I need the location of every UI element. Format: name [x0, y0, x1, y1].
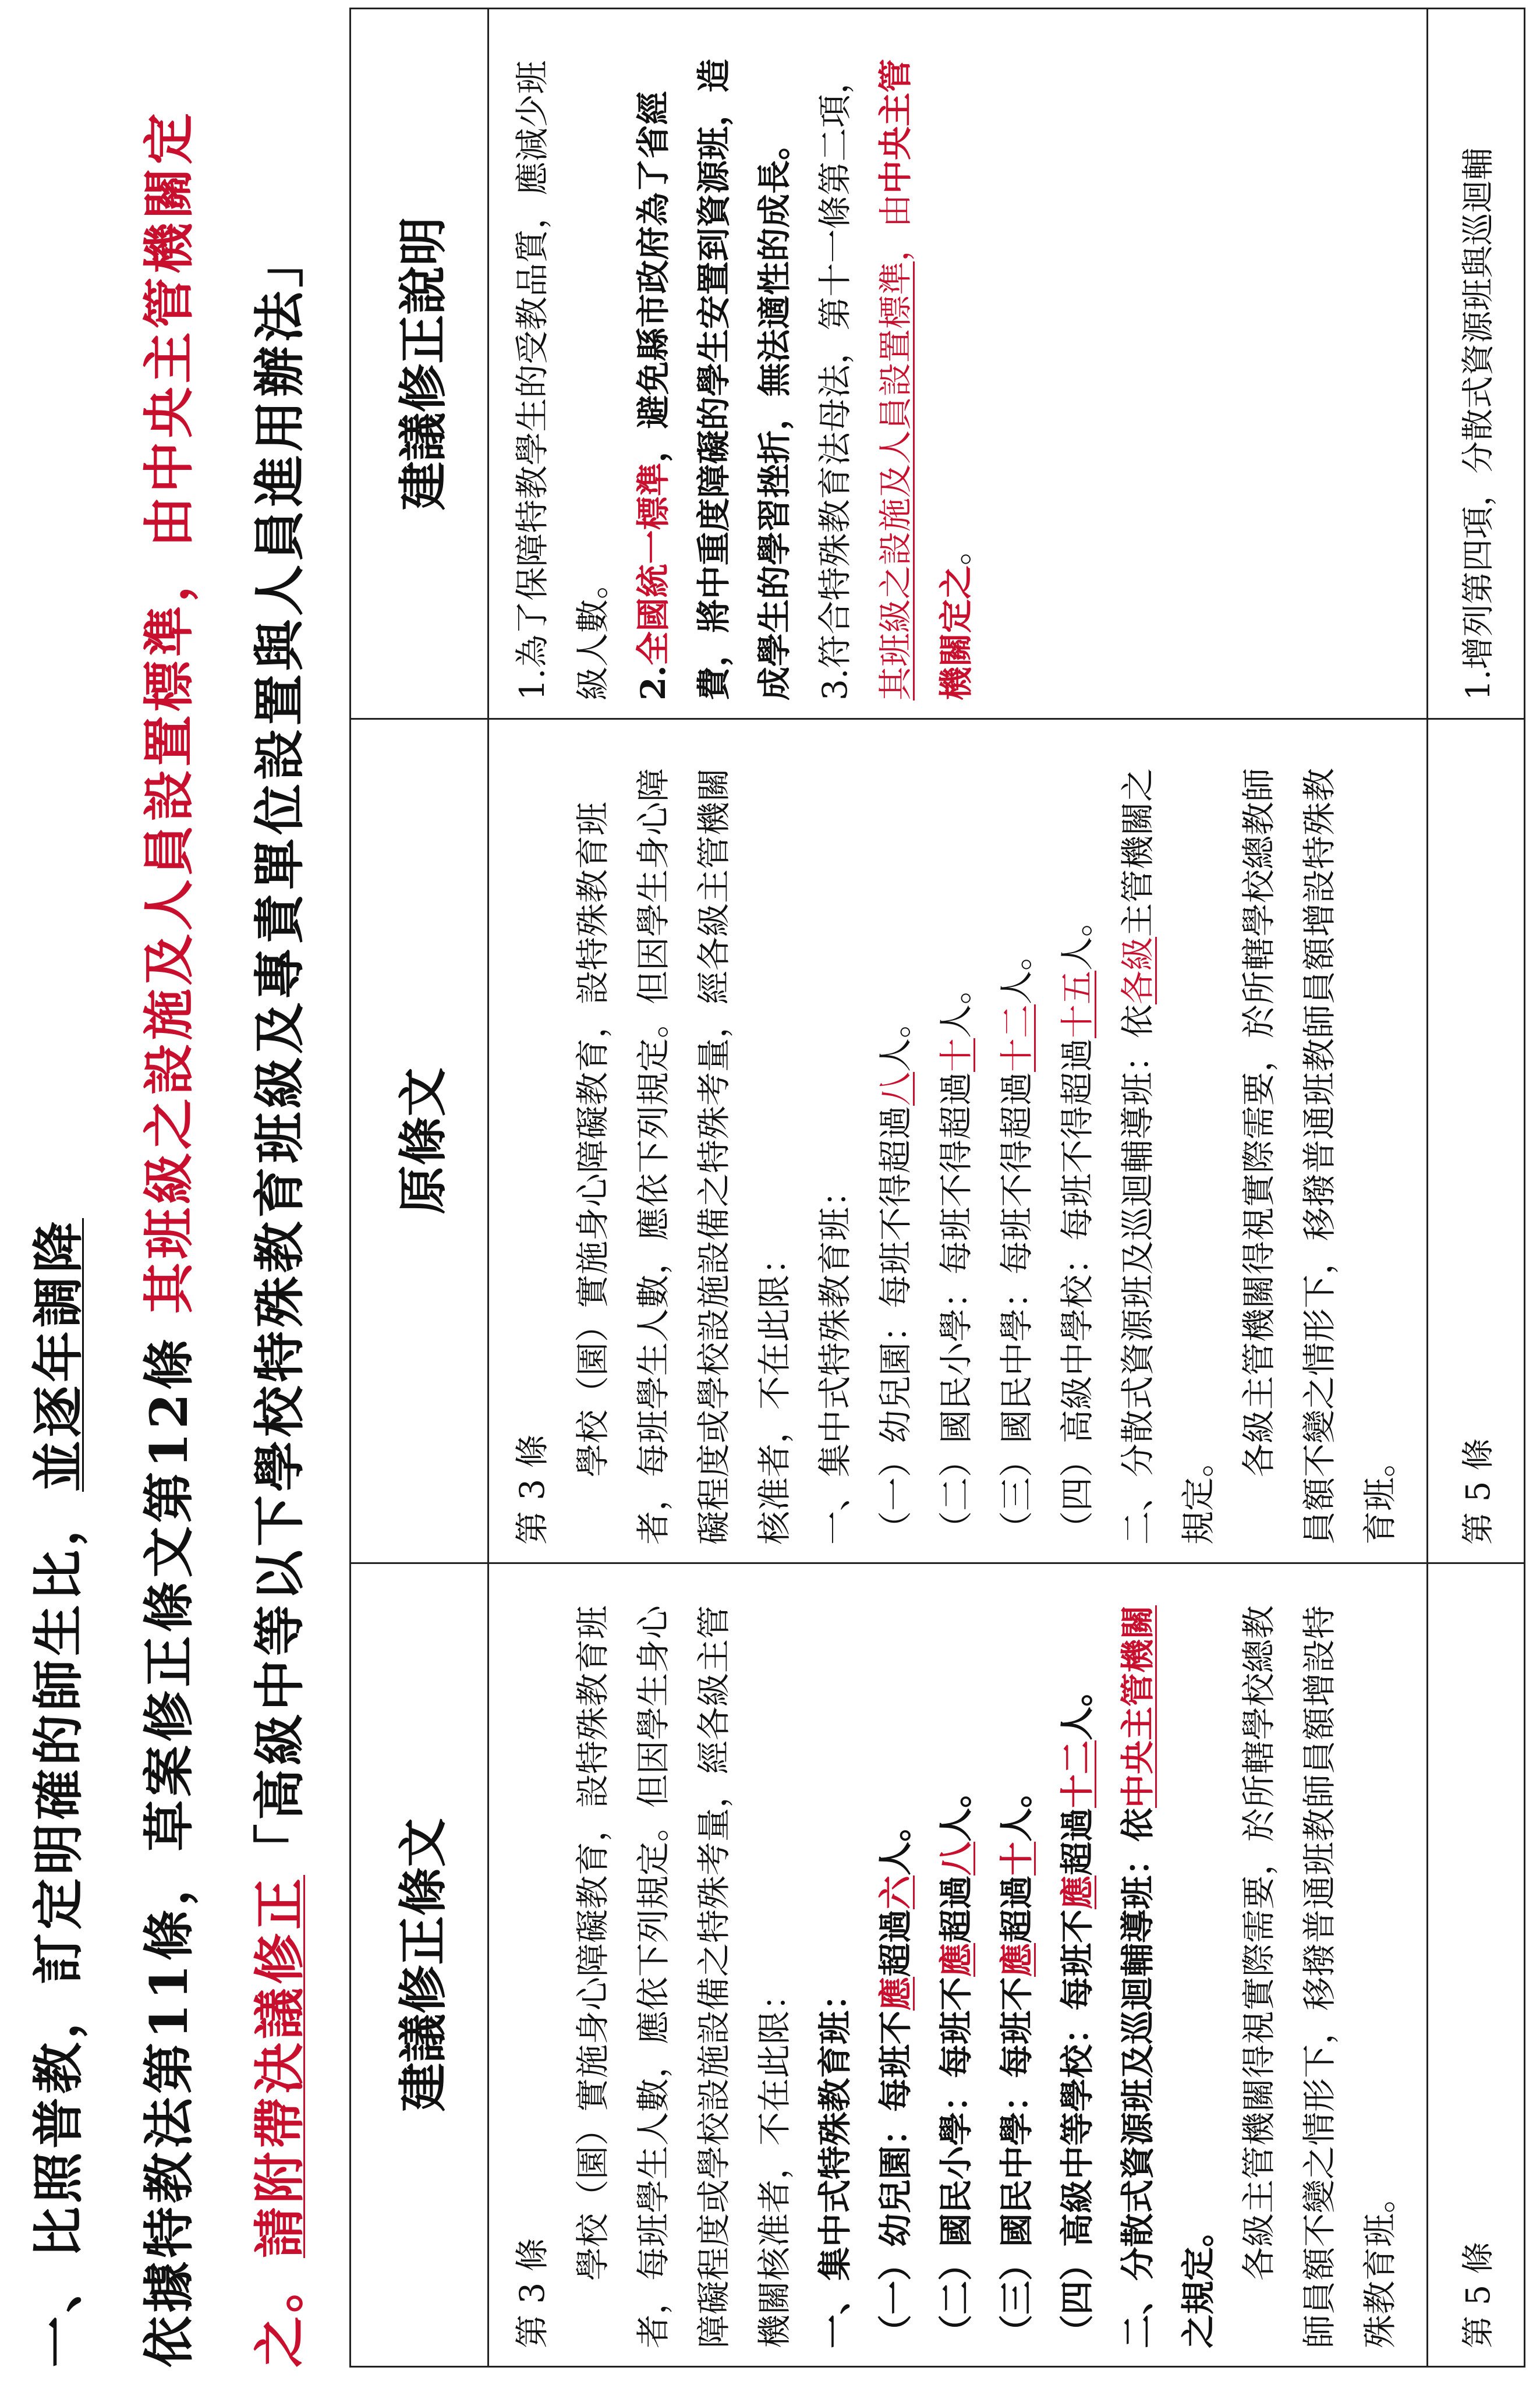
- original-footer: 第 5 條: [1428, 719, 1525, 1563]
- heading-line-2: [134, 15, 204, 2368]
- proposed-intro: 學校（園）實施身心障礙教育，設特殊教育班者，每班學生人數，應依下列規定。但因學生身心障礙程度或學校設施設備之特殊考量，經各級主管機關核准者，不在此限：: [573, 1605, 794, 2348]
- original-article: 第 3 條: [512, 1434, 552, 1545]
- proposed-para-2: 各級主管機關得視實際需要，於所轄學校總教師員額不變之情形下，移撥普通班教師員額增設特殊教育班。: [1239, 1605, 1400, 2348]
- heading-line-3-red: 請附帶決議修正: [249, 1874, 310, 2258]
- explanation-cell: [488, 9, 1428, 719]
- heading-line-2-text: 依據特教法第11條，草案修正條文第12條: [139, 1335, 199, 2368]
- proposed-article: 第 3 條: [512, 2238, 552, 2348]
- heading-line-1-text: 一、比照普教，訂定明確的師生比，: [28, 1491, 88, 2368]
- heading-line-3: [245, 15, 314, 2368]
- proposed-item-1-2: （二）國民小學：每班不應超過八人。: [936, 1774, 976, 2348]
- original-item-1-3: （三）國民中學：每班不得超過十二人。: [997, 936, 1036, 1545]
- table-footer-row: [1428, 9, 1525, 2367]
- proposed-footer: 第 5 條: [1428, 1563, 1525, 2367]
- original-cell: [488, 719, 1428, 1563]
- explanation-point-3: 3.符合特殊教育法母法，第十一條第二項， 其班級之設施及人員設置標準，由中央主管機關定之。: [815, 58, 976, 700]
- heading-line-2-red: 其班級之設施及人員設置標準，由中央主管機關定: [139, 109, 199, 1314]
- header-proposed: 建議修正條文: [351, 1563, 488, 2367]
- header-explanation: 建議修正說明: [351, 9, 488, 719]
- table-body-row: [488, 9, 1428, 2367]
- proposed-item-1-4: （四）高級中等學校：每班不應超過十二人。: [1057, 1672, 1097, 2348]
- original-item-1: 一、集中式特殊教育班：: [815, 1173, 855, 1545]
- header-original: 原條文: [351, 719, 488, 1563]
- proposed-item-1-3: （三）國民中學：每班不應超過十人。: [997, 1774, 1036, 2348]
- comparison-table: [349, 8, 1525, 2368]
- explanation-footer: 1.增列第四項，分散式資源班與巡迴輔: [1428, 9, 1525, 719]
- proposed-cell: [488, 1563, 1428, 2367]
- table-header-row: [351, 9, 488, 2367]
- explanation-point-1: 1.為了保障特教學生的受教品質，應減少班級人數。: [512, 60, 613, 700]
- proposed-item-2: 二、分散式資源班及巡迴輔導班：依中央主管機關之規定。: [1118, 1605, 1218, 2348]
- original-intro: 學校（園）實施身心障礙教育，設特殊教育班者，每班學生人數，應依下列規定。但因學生身心障礙程度或學校設施設備之特殊考量，經各級主管機關核准者，不在此限：: [573, 767, 794, 1545]
- heading-line-3-text: 之。: [249, 2257, 310, 2368]
- original-item-1-4: （四）高級中學校：每班不得超過十五人。: [1057, 903, 1097, 1545]
- original-item-1-1: （一）幼兒園：每班不得超過八人。: [876, 1004, 915, 1545]
- original-para-2: 各級主管機關得視實際需要，於所轄學校總教師員額不變之情形下，移撥普通班教師員額增設特殊教育班。: [1239, 767, 1400, 1545]
- explanation-point-2: 2.全國統一標準，避免縣市政府為了省經費，將中重度障礙的學生安置到資源班，造成學生的學習挫折，無法適性的成長。: [633, 58, 794, 700]
- heading-line-1-underlined: 並逐年調降: [28, 1218, 88, 1492]
- proposed-item-1: 一、集中式特殊教育班：: [815, 1976, 855, 2348]
- original-item-1-2: （二）國民小學：每班不得超過十人。: [936, 970, 976, 1545]
- heading-line-3-regulation: 「高級中等以下學校特殊教育班級及專責單位設置與人員進用辦法」: [249, 232, 310, 1875]
- heading-line-1: [23, 15, 93, 2368]
- proposed-item-1-1: （一）幼兒園：每班不應超過六人。: [876, 1807, 915, 2348]
- original-item-2: 二、分散式資源班及巡迴輔導班：依各級主管機關之規定。: [1118, 767, 1218, 1545]
